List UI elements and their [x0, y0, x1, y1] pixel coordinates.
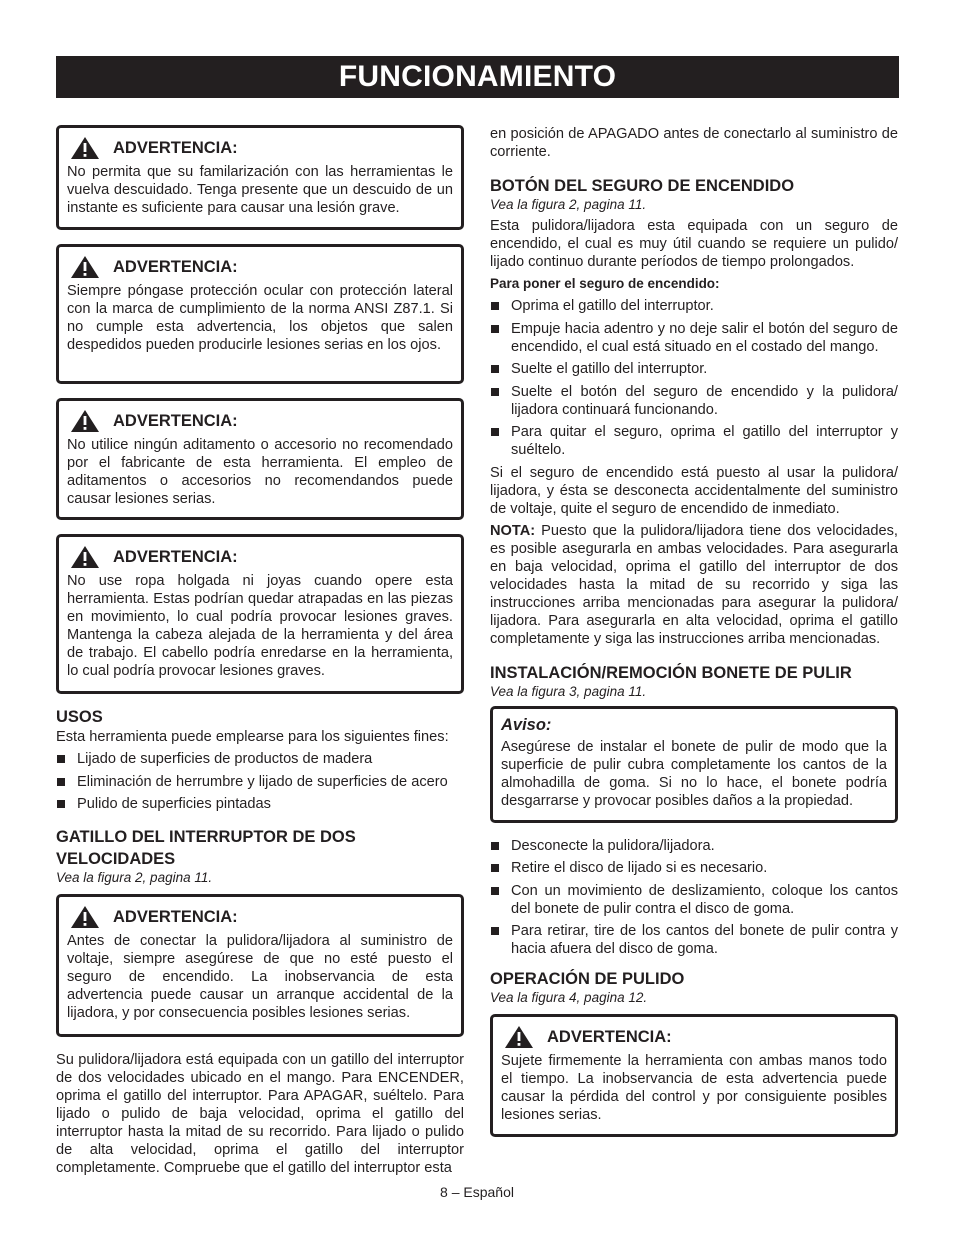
- usos-intro: Esta herramienta puede emplearse para los siguientes fines:: [56, 729, 449, 745]
- right-column: [490, 125, 898, 1151]
- warning-label: ADVERTENCIA:: [547, 1027, 672, 1046]
- pulido-heading: OPERACIÓN DE PULIDO: [490, 970, 685, 988]
- continued-text: en posición de APAGADO antes de conectarlo al suministro de corriente.: [490, 126, 898, 160]
- warning-label: ADVERTENCIA:: [113, 411, 238, 430]
- figure-reference: Vea la figura 4, pagina 12.: [490, 990, 648, 1005]
- boton-intro: Esta pulidora/lijadora esta equipada con un seguro de encendido, el cual es muy útil cuando se requiere un pulido/ lijado continuo durante períodos de tiempo prolongados.: [490, 218, 898, 270]
- section-banner: [56, 56, 899, 98]
- warning-text: No utilice ningún aditamento o accesorio no recomendado por el fabricante de esta herramienta. El empleo de aditamentos o accesorios no recomendandos puede causar lesiones serias.: [67, 437, 453, 507]
- list-item: Lijado de superficies de productos de madera: [56, 750, 464, 768]
- usos-heading: USOS: [56, 708, 103, 726]
- page-title: FUNCIONAMIENTO: [338, 60, 617, 93]
- gatillo-heading: GATILLO DEL INTERRUPTOR DE DOS VELOCIDADES: [56, 828, 356, 868]
- warning-box: [56, 894, 464, 1037]
- warning-triangle-icon: [504, 1025, 534, 1049]
- warning-box: [56, 125, 464, 230]
- aviso-label: Aviso:: [501, 716, 552, 734]
- aviso-box: [490, 706, 898, 823]
- warning-label: ADVERTENCIA:: [113, 257, 238, 276]
- warning-text: No use ropa holgada ni joyas cuando opere esta herramienta. Estas podrían quedar atrapadas en las piezas en movimiento, lo cual podría provocar lesiones graves. Mantenga la cabeza alejada de la herramienta y del área de trabajo. El cabello podría enredarse en la herramienta, lo cual podría provocar lesiones graves.: [67, 573, 453, 679]
- bonete-heading: INSTALACIÓN/REMOCIÓN BONETE DE PULIR: [490, 663, 852, 682]
- list-item: Oprima el gatillo del interruptor.: [490, 297, 898, 315]
- list-item: Para quitar el seguro, oprima el gatillo del interruptor y suéltelo.: [490, 423, 898, 459]
- boton-subheading: Para poner el seguro de encendido:: [490, 276, 720, 291]
- warning-box: [56, 398, 464, 520]
- figure-reference: Vea la figura 3, pagina 11.: [490, 683, 647, 699]
- warning-triangle-icon: [70, 905, 100, 929]
- warning-box: [56, 244, 464, 384]
- warning-text: No permita que su familarización con las herramientas le vuelva descuidado. Tenga presente que un descuido de un instante es suficiente para causar una lesión grave.: [67, 164, 453, 216]
- nota-label: NOTA:: [490, 522, 536, 539]
- warning-box: [490, 1014, 898, 1137]
- warning-label: ADVERTENCIA:: [113, 138, 238, 157]
- list-item: Empuje hacia adentro y no deje salir el botón del seguro de encendido, el cual está situado en el costado del mango.: [490, 320, 898, 356]
- warning-text: Sujete firmemente la herramienta con ambas manos todo el tiempo. La inobservancia de esta advertencia puede causar la pérdida del control y por consiguiente posibles lesiones serias.: [501, 1053, 887, 1123]
- list-item: Con un movimiento de deslizamiento, coloque los cantos del bonete de pulir contra el disco de goma.: [490, 882, 898, 918]
- warning-triangle-icon: [70, 409, 100, 433]
- list-item: Desconecte la pulidora/lijadora.: [490, 837, 898, 855]
- nota-paragraph: [490, 522, 898, 648]
- boton-heading: BOTÓN DEL SEGURO DE ENCENDIDO: [490, 177, 795, 195]
- gatillo-body: Su pulidora/lijadora está equipada con un gatillo del interruptor de dos velocidades ubicado en el mango. Para ENCENDER, oprima el gatillo del interruptor. Para APAGAR, suéltelo. Para lijado o pulido de baja velocidad, oprima el gatillo del interruptor hasta la mitad de su recorrido. Para lijado o pulido de alta velocidad, oprima el gatillo del interruptor completamente. Compruebe que el gatillo del interruptor esta: [56, 1052, 464, 1176]
- warning-label: ADVERTENCIA:: [113, 907, 238, 926]
- warning-triangle-icon: [70, 255, 100, 279]
- list-item: Suelte el gatillo del interruptor.: [490, 360, 898, 378]
- aviso-text: Asegúrese de instalar el bonete de pulir de modo que la superficie de pulir cubra completamente los cantos de la almohadilla de goma. Si no lo hace, el bonete podría desgarrarse y provocar posibles daños a la propiedad.: [501, 738, 887, 809]
- figure-reference: Vea la figura 2, pagina 11.: [56, 870, 213, 885]
- warning-label: ADVERTENCIA:: [113, 547, 238, 566]
- list-item: Pulido de superficies pintadas: [56, 795, 464, 813]
- usos-list: [56, 750, 464, 813]
- nota-text: Puesto que la pulidora/lijadora tiene dos velocidades, es posible asegurarla en ambas velocidades. Para asegurarla en baja velocidad, oprima el gatillo del interruptor de dos velocidades hasta la mitad de su recorrido y siga las instrucciones arriba mencionadas para asegurar la pulidora/ lijadora. Para asegurarla en alta velocidad, oprima el gatillo completamente y siga las instrucciones arriba mencionadas.: [490, 522, 898, 647]
- list-item: Para retirar, tire de los cantos del bonete de pulir contra y hacia afuera del disco de goma.: [490, 922, 898, 958]
- list-item: Eliminación de herrumbre y lijado de superficies de acero: [56, 773, 464, 791]
- warning-text: Siempre póngase protección ocular con protección lateral con la marca de cumplimiento de la norma ANSI Z87.1. Si no cumple esta advertencia, los objetos que salen despedidos pueden producirle lesiones serias en los ojos.: [67, 283, 453, 353]
- bonete-steps-list: [490, 837, 898, 959]
- warning-text: Antes de conectar la pulidora/lijadora al suministro de voltaje, siempre asegúrese de que no esté puesto el seguro de encendido. La inobservancia de esta advertencia puede causar un arranque accidental de la lijadora, y por consecuencia posibles lesiones serias.: [67, 933, 453, 1021]
- boton-paragraph: Si el seguro de encendido está puesto al usar la pulidora/ lijadora, y ésta se desconecta accidentalmente del suministro de voltaje, quite el seguro de encendido de inmediato.: [490, 464, 898, 517]
- list-item: Suelte el botón del seguro de encendido y la pulidora/ lijadora continuará funcionando.: [490, 383, 898, 419]
- boton-steps-list: [490, 297, 898, 459]
- figure-reference: Vea la figura 2, pagina 11.: [490, 197, 647, 212]
- warning-triangle-icon: [70, 136, 100, 160]
- warning-box: [56, 534, 464, 694]
- page-footer: 8 – Español: [440, 1184, 514, 1200]
- list-item: Retire el disco de lijado si es necesario.: [490, 859, 898, 877]
- left-column: [56, 125, 464, 1181]
- warning-triangle-icon: [70, 545, 100, 569]
